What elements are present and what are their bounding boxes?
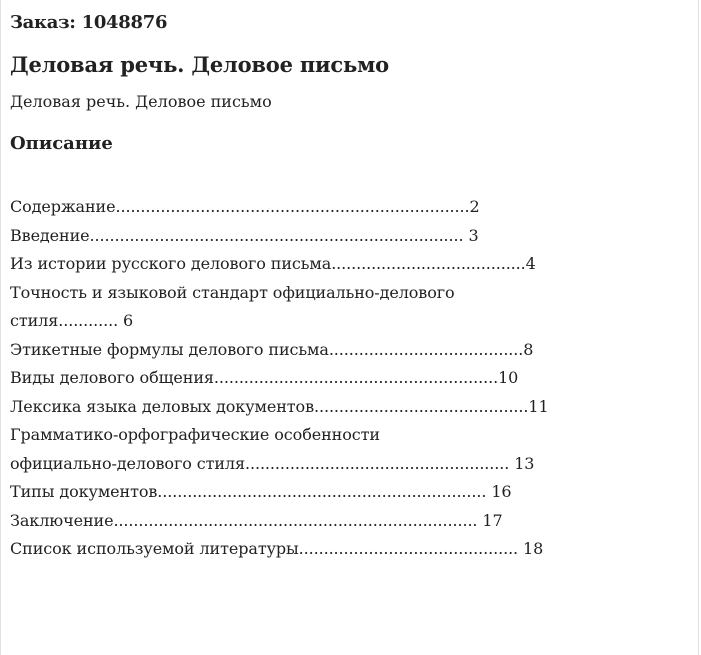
toc-line: Виды делового общения.........................................................10 (10, 368, 519, 387)
toc-line: Введение........................................................................... 3 (10, 225, 479, 245)
description-heading: Описание (10, 133, 113, 154)
toc-line: Содержание.......................................................................2 (10, 197, 480, 216)
document-title: Деловая речь. Деловое письмо (10, 52, 389, 77)
toc-line: Этикетные формулы делового письма.......................................8 (10, 339, 534, 359)
toc-line: Точность и языковой стандарт официально-делового (10, 282, 455, 302)
toc-line: Заключение......................................................................... 17 (10, 510, 503, 530)
order-number-heading: Заказ: 1048876 (10, 12, 168, 33)
toc-line: Из истории русского делового письма.......................................4 (10, 254, 536, 273)
toc-line: официально-делового стиля..................................................... 13 (10, 453, 535, 473)
document-subtitle: Деловая речь. Деловое письмо (10, 92, 272, 111)
toc-line: Типы документов.................................................................. 16 (10, 482, 512, 501)
toc-line: Грамматико-орфографические особенности (10, 425, 380, 444)
toc-line: Лексика языка деловых документов...........................................11 (10, 396, 549, 416)
toc-line: Список используемой литературы............................................ 18 (10, 539, 544, 558)
toc-line: стиля............ 6 (10, 311, 134, 330)
table-of-contents (10, 193, 570, 564)
